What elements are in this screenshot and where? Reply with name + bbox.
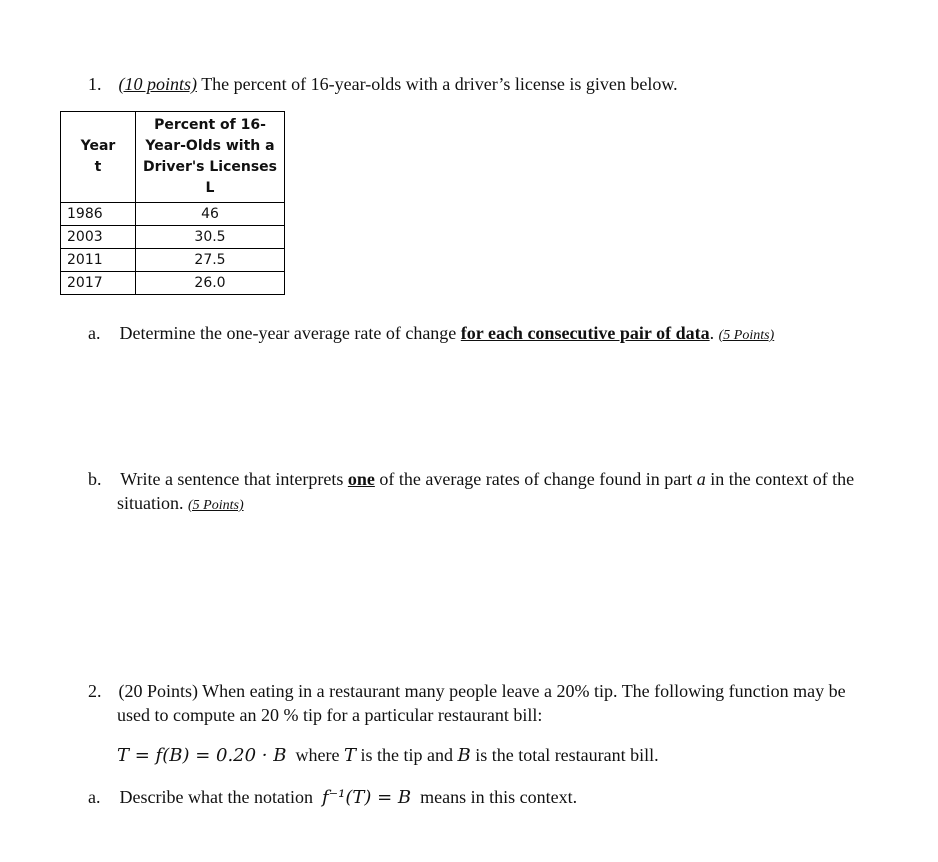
- table-row: [61, 203, 285, 226]
- year-cell: 2003: [61, 226, 136, 249]
- year-cell: 2011: [61, 249, 136, 272]
- part-b-label: b.: [88, 469, 102, 489]
- part-a-label: a.: [88, 323, 101, 343]
- q2-line1: (20 Points) When eating in a restaurant many people leave a 20% tip. The following function may be: [118, 681, 846, 701]
- part-a-points: (5 Points): [718, 328, 775, 343]
- tip-formula: T = f(B) = 0.20 · B: [117, 745, 287, 766]
- part-a-emphasis: for each consecutive pair of data: [460, 323, 710, 343]
- part-b-emphasis: one: [347, 469, 375, 489]
- q1-points: (10 points): [118, 74, 197, 94]
- percent-header: Percent of 16- Year-Olds with a Driver's Licenses L: [136, 112, 285, 203]
- q2-block: [88, 679, 888, 727]
- year-header: Year t: [61, 112, 136, 203]
- percent-cell: 46: [136, 203, 285, 226]
- table-header-row: [61, 112, 285, 203]
- year-cell: 1986: [61, 203, 136, 226]
- percent-cell: 27.5: [136, 249, 285, 272]
- inverse-notation: f⁻¹(T) = B: [321, 787, 412, 808]
- q1-text: The percent of 16-year-olds with a driver’s license is given below.: [201, 74, 678, 94]
- percent-cell: 26.0: [136, 272, 285, 295]
- part-b-points: (5 Points): [188, 498, 244, 513]
- q1-line: [88, 72, 678, 96]
- table-row: [61, 249, 285, 272]
- table-row: [61, 272, 285, 295]
- q2-formula-line: T = f(B) = 0.20 · B where T is the tip and B is the total restaurant bill.: [117, 745, 659, 766]
- q2-number: 2.: [88, 681, 102, 701]
- year-cell: 2017: [61, 272, 136, 295]
- q2-part-a-label: a.: [88, 787, 101, 807]
- q2-line2: used to compute an 20 % tip for a particular restaurant bill:: [117, 705, 543, 725]
- q1-number: 1.: [88, 74, 102, 94]
- percent-cell: 30.5: [136, 226, 285, 249]
- q2-part-a: a. Describe what the notation f⁻¹(T) = B means in this context.: [88, 787, 578, 808]
- license-table: [60, 111, 285, 295]
- q1-part-b: b. Write a sentence that interprets one of the average rates of change found in part a in the context of the situation. (5 Points): [88, 469, 855, 513]
- q1-part-a: a. Determine the one-year average rate of change for each consecutive pair of data. (5 Points): [88, 323, 775, 343]
- table-row: [61, 226, 285, 249]
